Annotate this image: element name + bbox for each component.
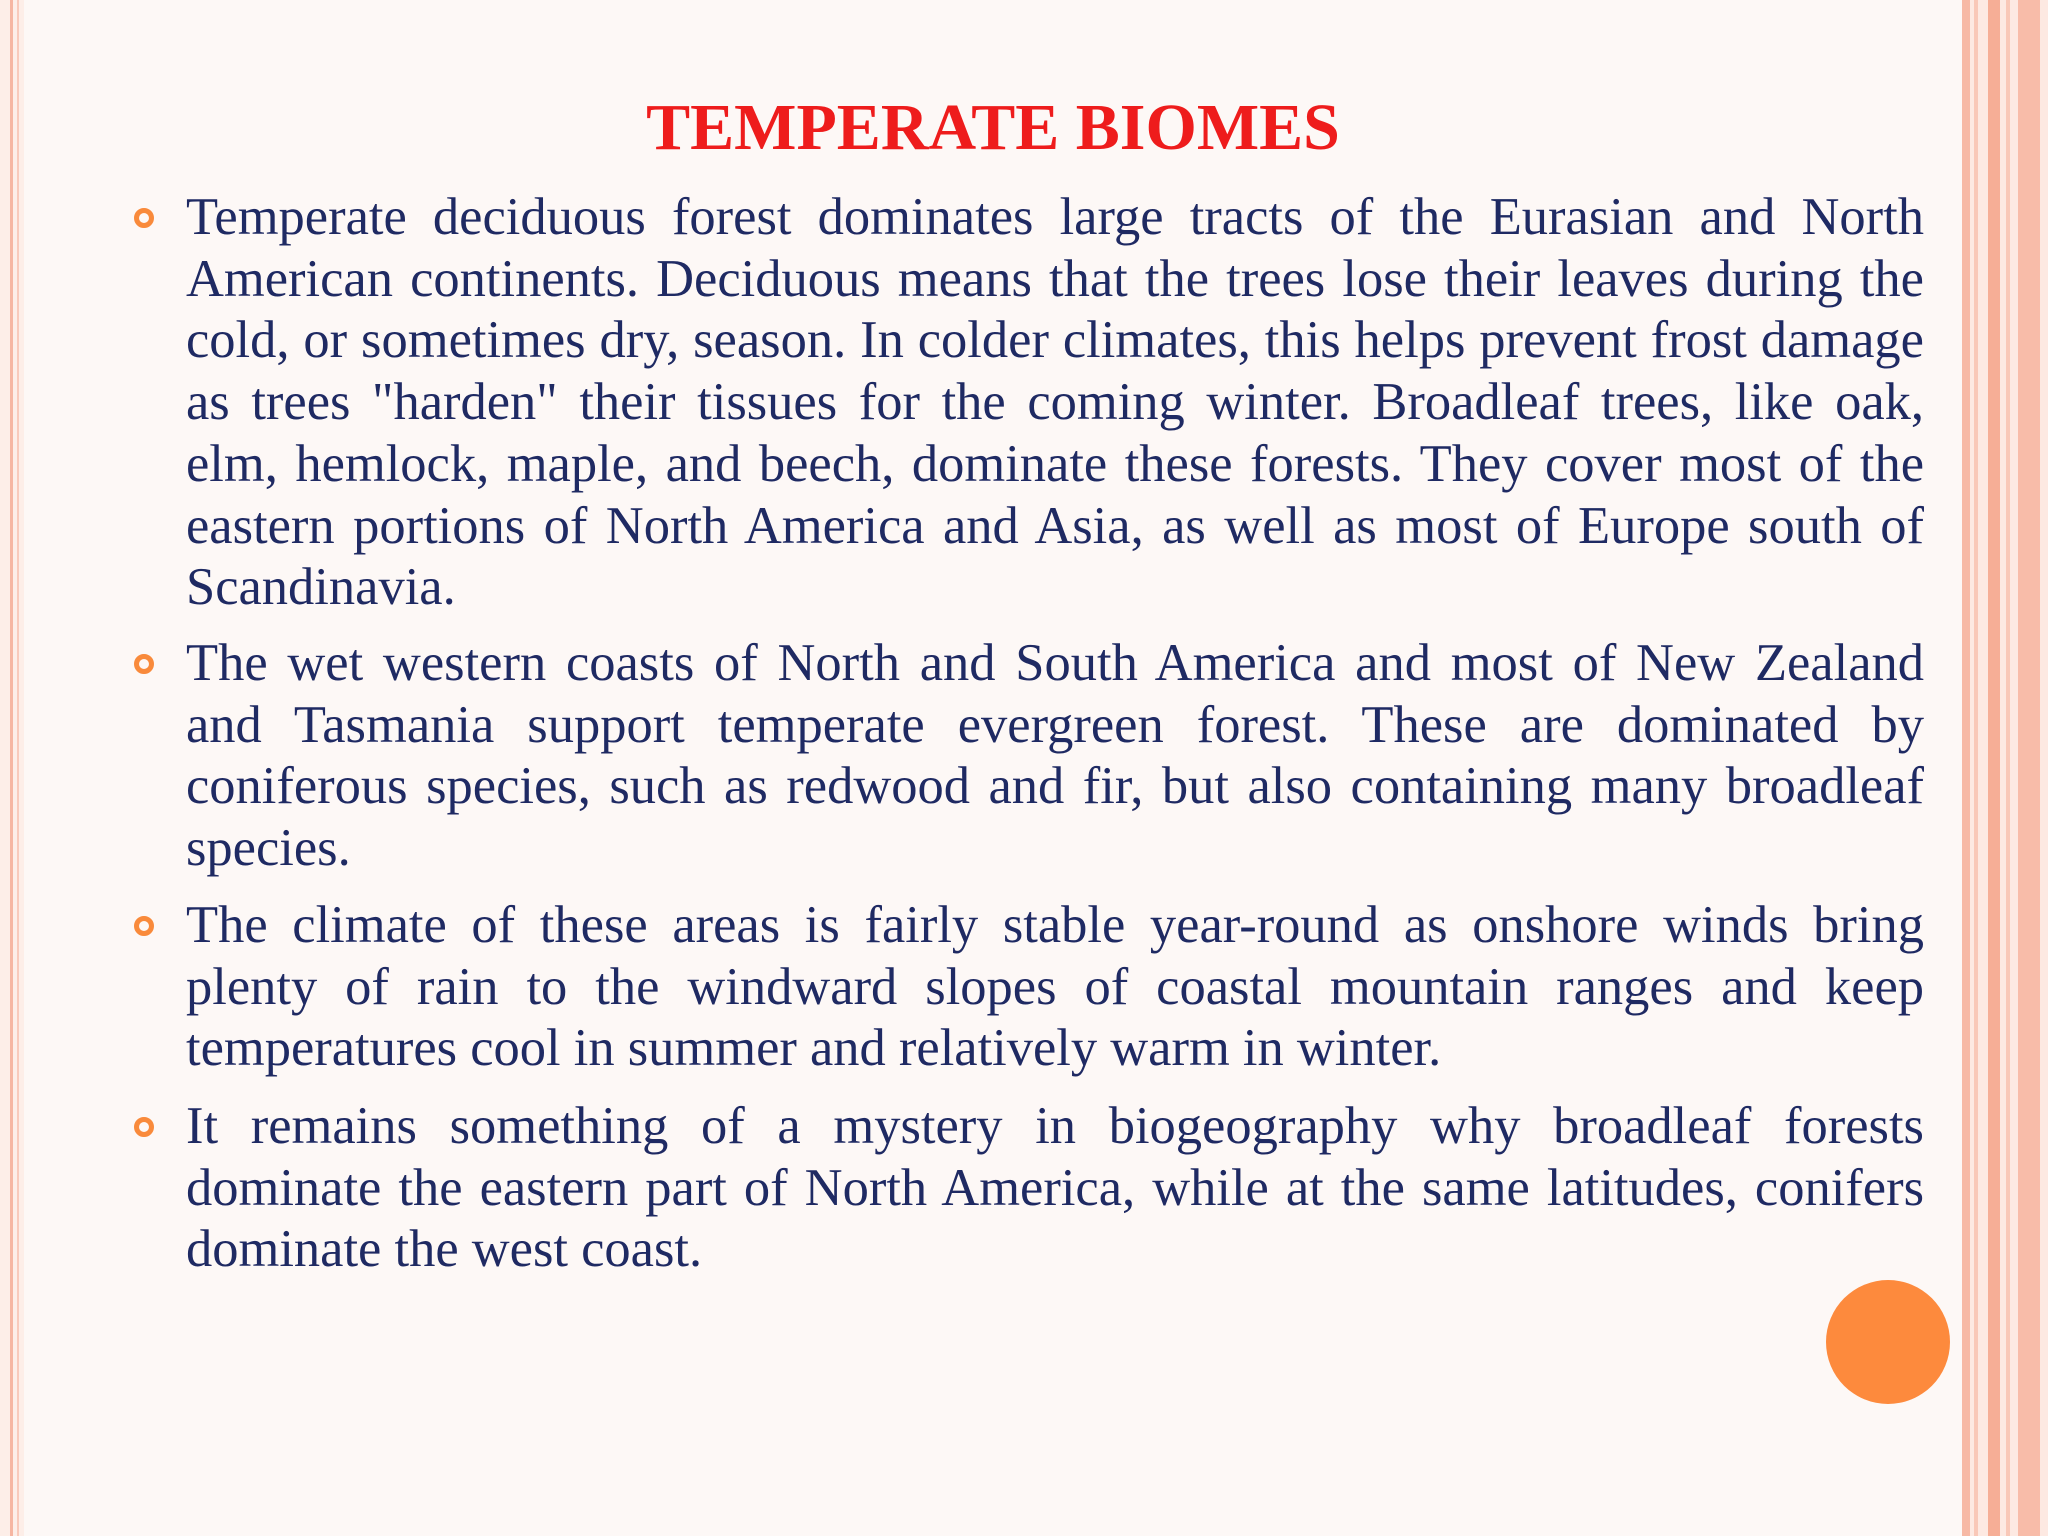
bullet-text: The climate of these areas is fairly stable year-round as onshore winds bring plenty of rain to the windward slopes of coastal mountain ranges and keep temperatures cool in summer and relatively warm in winter. xyxy=(186,896,1924,1078)
bullet-text: The wet western coasts of North and South America and most of New Zealand and Tasmania support temperate evergreen forest. These are dominated by coniferous species, such as redwood and fir, but also containing many broadleaf species. xyxy=(186,634,1924,878)
hollow-circle-bullet-icon xyxy=(134,1117,154,1137)
hollow-circle-bullet-icon xyxy=(134,916,154,936)
bullet-item xyxy=(186,1096,1924,1281)
slide-title: TEMPERATE BIOMES xyxy=(646,91,1340,164)
bullet-text: It remains something of a mystery in biogeography why broadleaf forests dominate the eastern part of North America, while at the same latitudes, conifers dominate the west coast. xyxy=(186,1097,1924,1279)
hollow-circle-bullet-icon xyxy=(134,654,154,674)
bullet-item xyxy=(186,633,1924,880)
orange-circle-decoration xyxy=(1826,1280,1950,1404)
bullet-item xyxy=(186,895,1924,1080)
bullet-text: Temperate deciduous forest dominates large tracts of the Eurasian and North American continents. Deciduous means that the trees lose their leaves during the cold, or sometimes dry, season. In colder climates, this helps prevent frost damage as trees "harden" their tissues for the coming winter. Broadleaf trees, like oak, elm, hemlock, maple, and beech, dominate these forests. They cover most of the eastern portions of North America and Asia, as well as most of Europe south of Scandinavia. xyxy=(186,188,1924,617)
bullet-item xyxy=(186,187,1924,619)
hollow-circle-bullet-icon xyxy=(134,208,154,228)
